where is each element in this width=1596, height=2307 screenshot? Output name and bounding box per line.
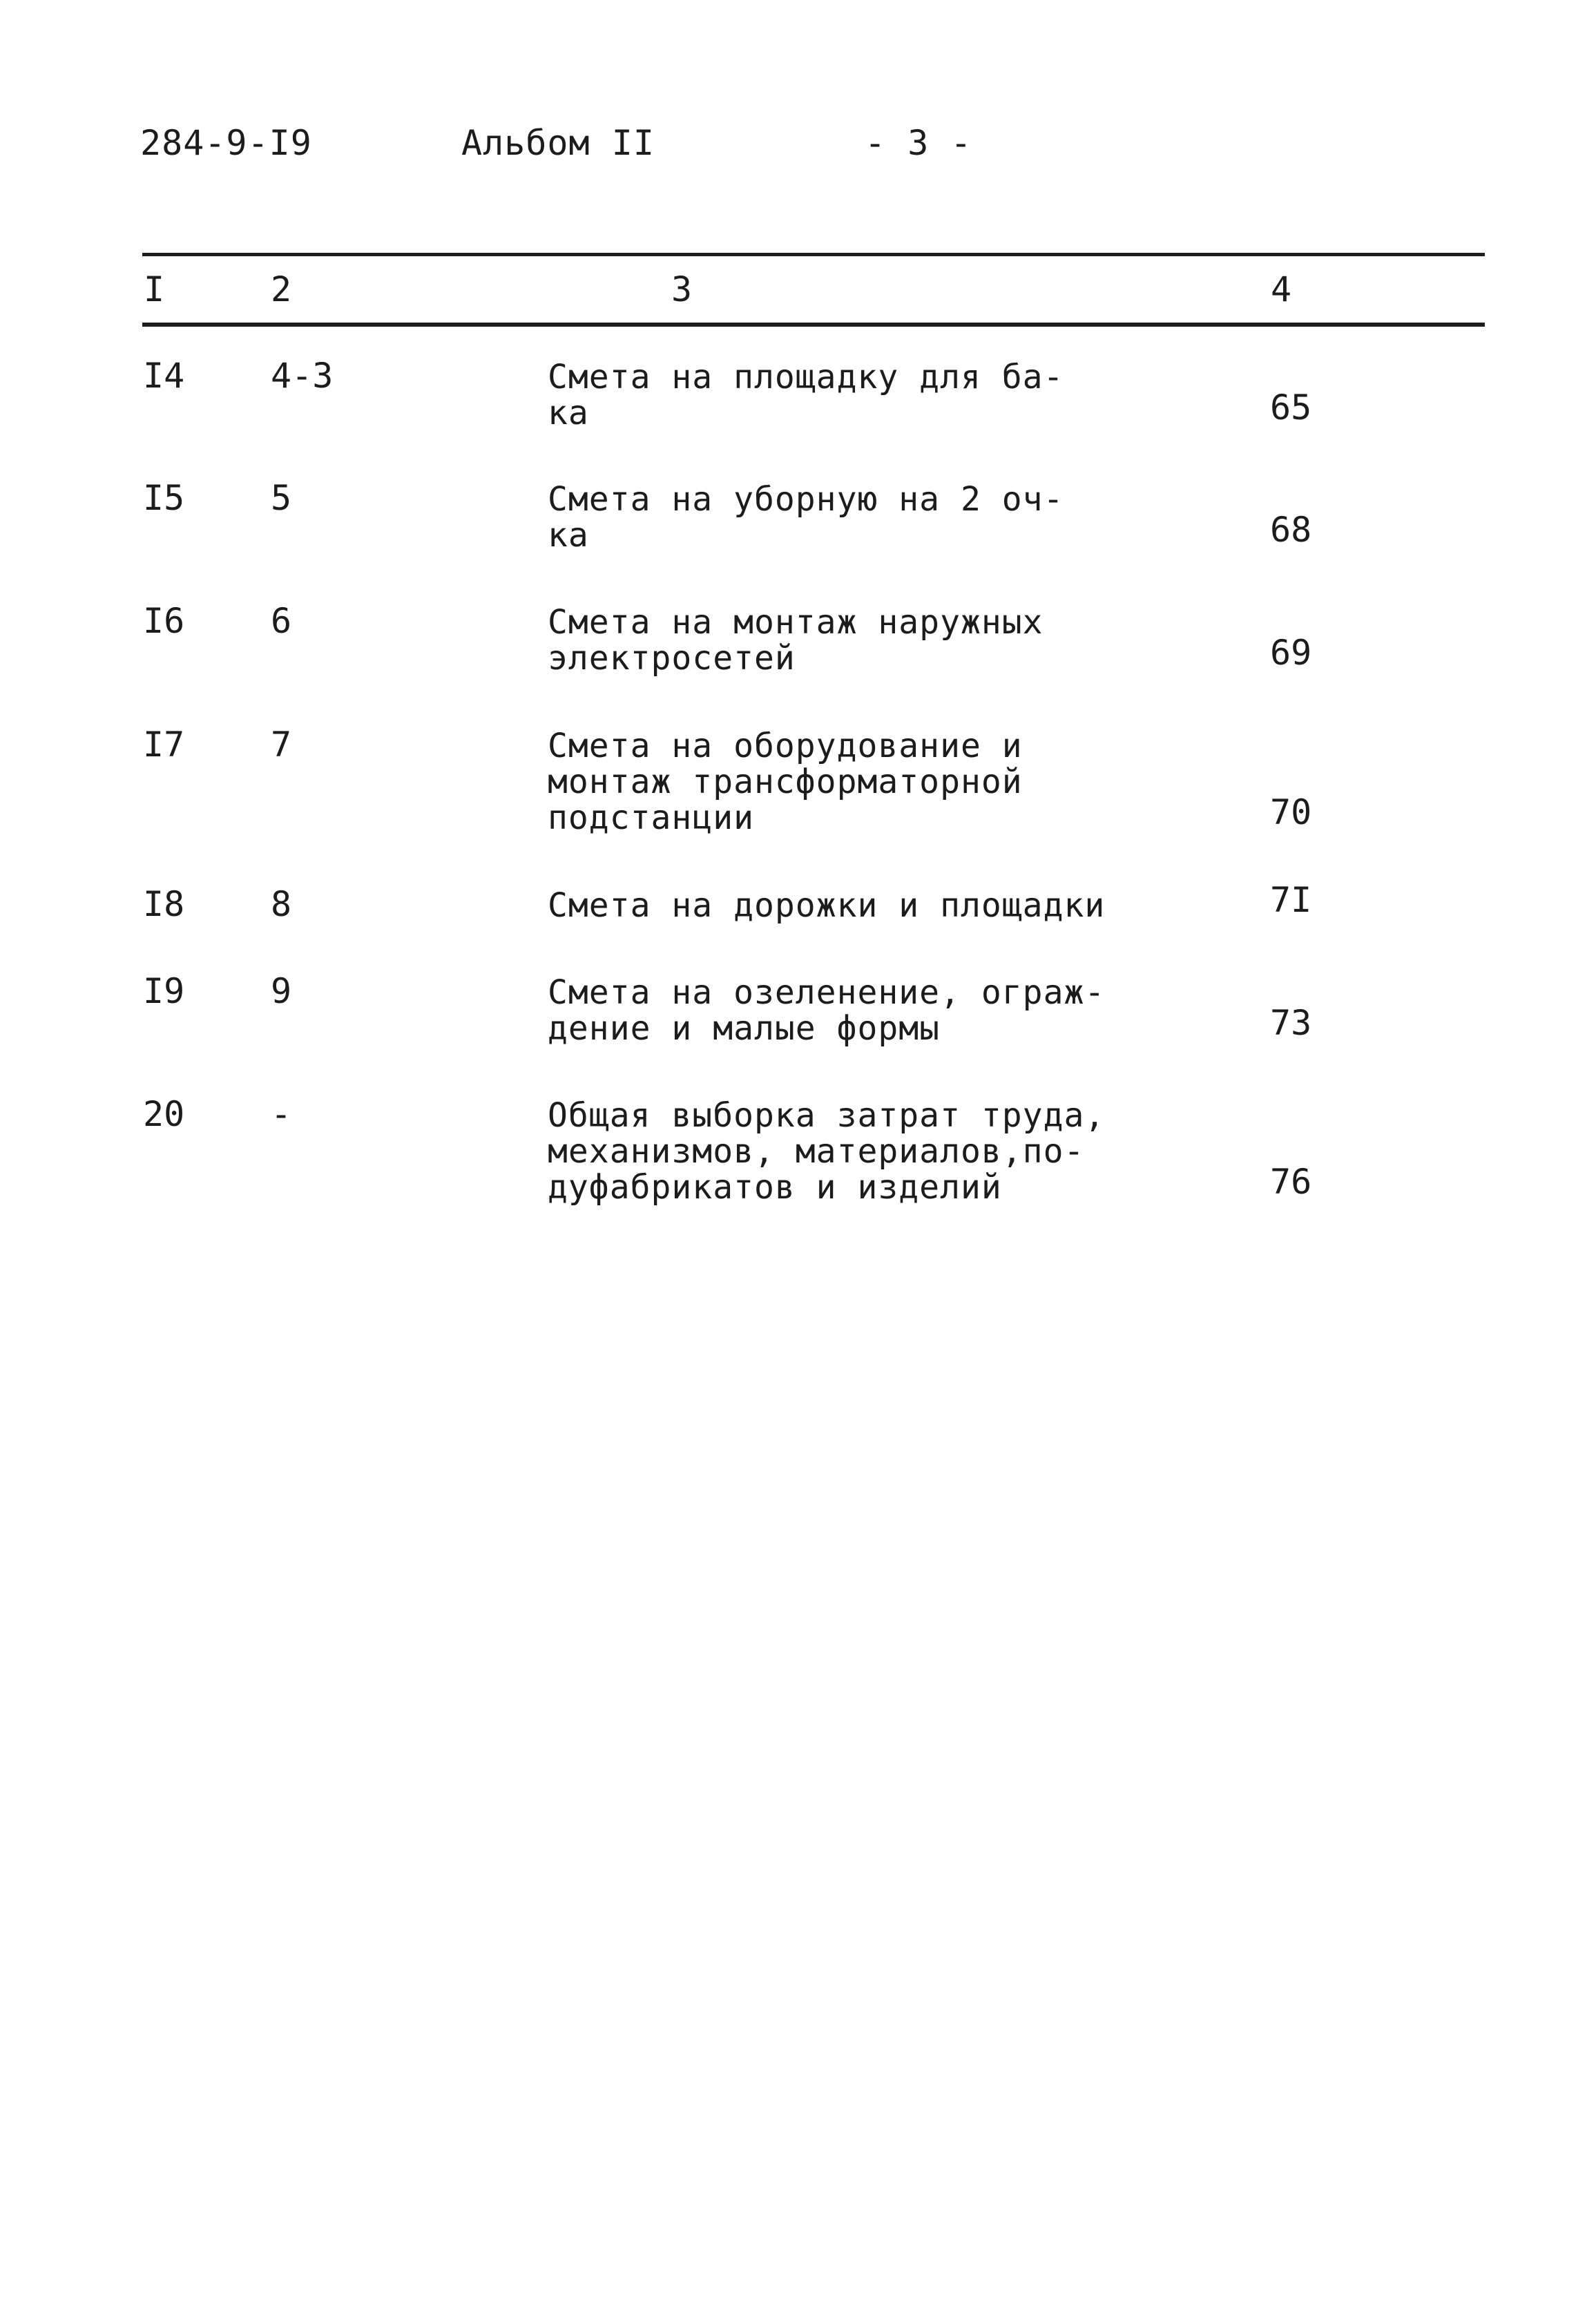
row-number: I5 bbox=[143, 478, 185, 518]
row-description-line: монтаж трансформаторной bbox=[548, 763, 1023, 801]
row-description-line: подстанции bbox=[548, 798, 754, 837]
page-number: - 3 - bbox=[865, 123, 972, 163]
row-description-line: электросетей bbox=[548, 639, 796, 678]
row-description-line: Смета на уборную на 2 оч- bbox=[548, 480, 1064, 519]
row-description-line: дение и малые формы bbox=[548, 1009, 941, 1048]
row-number: I8 bbox=[143, 884, 185, 924]
row-page: 70 bbox=[1270, 792, 1312, 832]
column-header-1: I bbox=[144, 269, 165, 309]
row-description-line: Смета на площадку для ба- bbox=[548, 358, 1064, 396]
row-number: 20 bbox=[143, 1094, 185, 1134]
row-page: 68 bbox=[1270, 510, 1312, 550]
row-reference: 9 bbox=[271, 971, 292, 1011]
document-code: 284-9-I9 bbox=[140, 123, 312, 163]
row-page: 69 bbox=[1270, 633, 1312, 673]
row-description-line: Смета на дорожки и площадки bbox=[548, 886, 1106, 925]
row-number: I4 bbox=[143, 356, 185, 396]
row-page: 76 bbox=[1270, 1162, 1312, 1202]
column-header-2: 2 bbox=[271, 269, 292, 309]
row-description-line: механизмов, материалов,по- bbox=[548, 1132, 1085, 1171]
column-header-3: 3 bbox=[671, 269, 693, 309]
row-reference: 8 bbox=[271, 884, 292, 924]
row-page: 65 bbox=[1270, 387, 1312, 428]
table-top-rule bbox=[142, 253, 1485, 256]
row-reference: 4-3 bbox=[271, 356, 334, 396]
row-reference: 7 bbox=[271, 725, 292, 765]
row-description-line: ка bbox=[548, 516, 589, 555]
row-number: I6 bbox=[143, 601, 185, 641]
row-description-line: Общая выборка затрат труда, bbox=[548, 1096, 1106, 1135]
column-header-4: 4 bbox=[1271, 269, 1292, 309]
row-description-line: Смета на монтаж наружных bbox=[548, 603, 1044, 642]
row-description-line: Смета на озеленение, ограж- bbox=[548, 973, 1106, 1012]
row-page: 73 bbox=[1270, 1003, 1312, 1043]
row-description-line: Смета на оборудование и bbox=[548, 727, 1023, 765]
row-reference: 5 bbox=[271, 478, 292, 518]
row-number: I9 bbox=[143, 971, 185, 1011]
row-description-line: ка bbox=[548, 394, 589, 432]
row-reference: 6 bbox=[271, 601, 292, 641]
row-page: 7I bbox=[1270, 880, 1312, 920]
album-label: Альбом II bbox=[461, 123, 655, 163]
table-header-rule bbox=[142, 323, 1485, 327]
row-description-line: дуфабрикатов и изделий bbox=[548, 1168, 1002, 1207]
row-reference: - bbox=[271, 1094, 292, 1134]
row-number: I7 bbox=[143, 725, 185, 765]
